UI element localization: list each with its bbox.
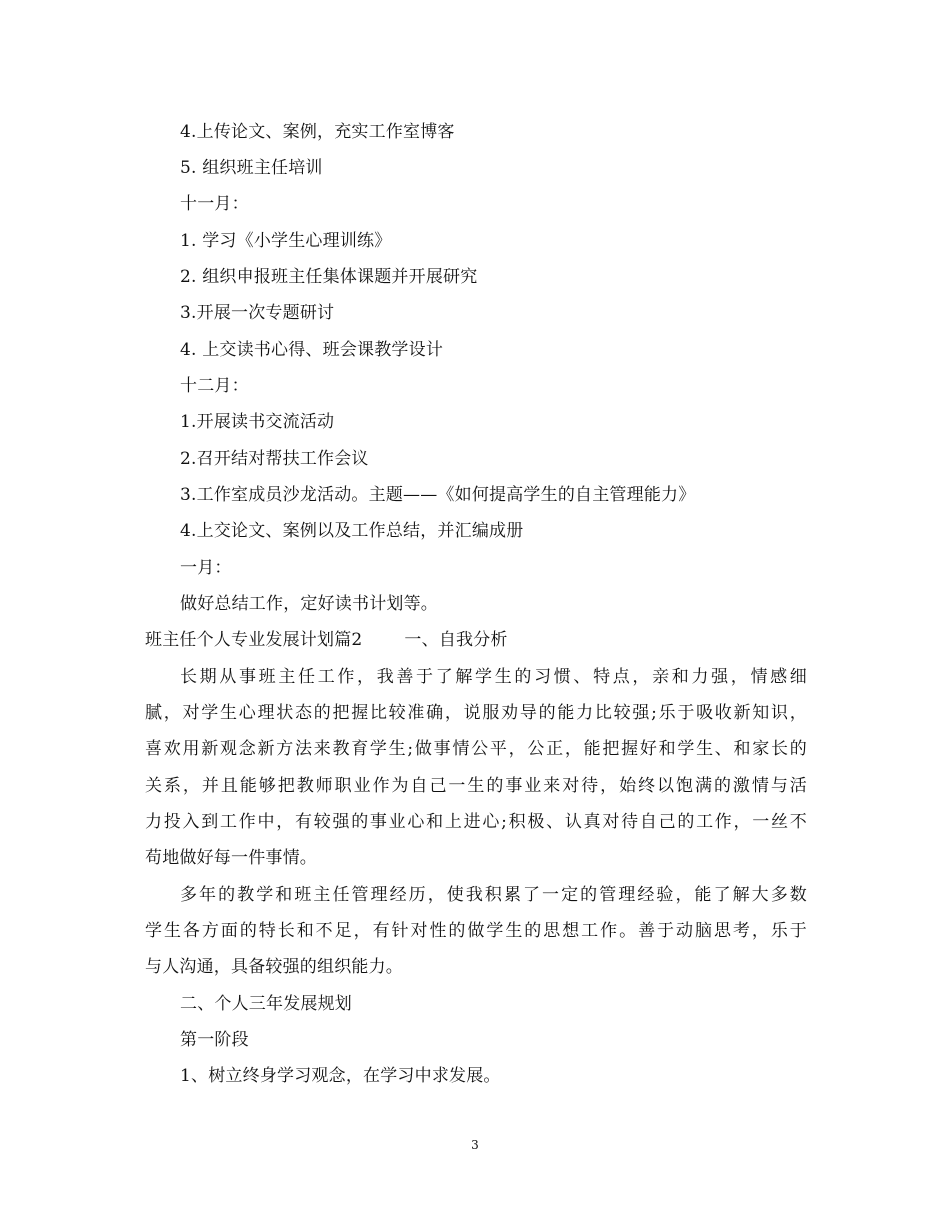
list-item: 3.工作室成员沙龙活动。主题——《如何提高学生的自主管理能力》 [180,485,696,505]
paragraph-line: 力投入到工作中，有较强的事业心和上进心;积极、认真对待自己的工作，一丝不 [145,812,807,832]
subsection-heading: 第一阶段 [180,1030,249,1050]
paragraph-line: 多年的教学和班主任管理经历，使我积累了一定的管理经验，能了解大多数 [180,885,807,905]
list-item: 3.开展一次专题研讨 [180,303,335,323]
list-item: 1.开展读书交流活动 [180,412,335,432]
paragraph-line: 喜欢用新观念新方法来教育学生;做事情公平，公正，能把握好和学生、和家长的 [145,739,807,759]
paragraph-line: 学生各方面的特长和不足，有针对性的做学生的思想工作。善于动脑思考，乐于 [145,921,807,941]
paragraph-line: 与人沟通，具备较强的组织能力。 [145,957,403,977]
list-item: 2. 组织申报班主任集体课题并开展研究 [180,267,478,287]
page-number: 3 [471,1138,479,1152]
list-item: 4.上传论文、案例，充实工作室博客 [180,122,455,142]
list-item: 4.上交论文、案例以及工作总结，并汇编成册 [180,521,524,541]
paragraph-line: 苟地做好每一件事情。 [145,848,317,868]
month-heading: 一月： [180,558,232,578]
paragraph-line: 腻，对学生心理状态的把握比较准确，说服劝导的能力比较强;乐于吸收新知识， [145,703,807,723]
month-heading: 十一月： [180,194,249,214]
paragraph-line: 关系，并且能够把教师职业作为自己一生的事业来对待，始终以饱满的激情与活 [145,776,807,796]
section-title: 一、自我分析 [404,630,508,650]
month-heading: 十二月： [180,376,249,396]
list-item: 1. 学习《小学生心理训练》 [180,231,392,251]
list-item: 2.召开结对帮扶工作会议 [180,449,369,469]
section-heading: 二、个人三年发展规划 [180,994,352,1014]
list-item: 1、树立终身学习观念，在学习中求发展。 [180,1066,501,1086]
paragraph-line: 长期从事班主任工作，我善于了解学生的习惯、特点，亲和力强，情感细 [180,667,807,687]
article-title: 班主任个人专业发展计划篇2 [145,630,363,650]
list-item: 4. 上交读书心得、班会课教学设计 [180,340,444,360]
list-item: 5. 组织班主任培训 [180,158,323,178]
article-heading [145,629,508,651]
list-item: 做好总结工作，定好读书计划等。 [180,594,438,614]
